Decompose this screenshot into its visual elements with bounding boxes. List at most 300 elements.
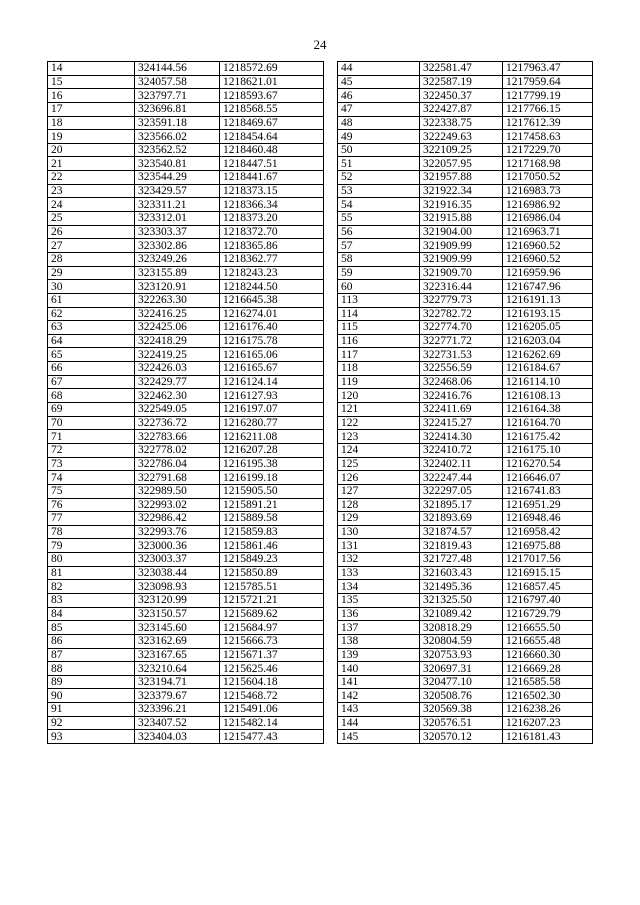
left-point-number-cell: 78 <box>48 525 135 539</box>
right-x-coordinate-cell: 322316.44 <box>420 280 503 294</box>
left-x-coordinate-cell: 323003.37 <box>135 553 220 567</box>
column-gap <box>324 143 338 157</box>
right-x-coordinate-cell: 321727.48 <box>420 553 503 567</box>
right-x-coordinate-cell: 322587.19 <box>420 75 503 89</box>
right-y-coordinate-cell: 1216262.69 <box>503 348 593 362</box>
coordinates-table-body <box>48 62 593 744</box>
left-x-coordinate-cell: 323311.21 <box>135 198 220 212</box>
right-y-coordinate-cell: 1216238.26 <box>503 703 593 717</box>
right-point-number-cell: 116 <box>338 334 420 348</box>
right-y-coordinate-cell: 1216207.23 <box>503 716 593 730</box>
left-point-number-cell: 77 <box>48 512 135 526</box>
left-point-number-cell: 83 <box>48 593 135 607</box>
column-gap <box>324 512 338 526</box>
left-x-coordinate-cell: 322986.42 <box>135 512 220 526</box>
right-x-coordinate-cell: 321603.43 <box>420 566 503 580</box>
right-point-number-cell: 145 <box>338 730 420 744</box>
left-x-coordinate-cell: 322989.50 <box>135 484 220 498</box>
column-gap <box>324 607 338 621</box>
left-point-number-cell: 22 <box>48 171 135 185</box>
right-x-coordinate-cell: 322427.87 <box>420 102 503 116</box>
left-y-coordinate-cell: 1218454.64 <box>220 130 324 144</box>
right-y-coordinate-cell: 1216729.79 <box>503 607 593 621</box>
left-y-coordinate-cell: 1215671.37 <box>220 648 324 662</box>
column-gap <box>324 157 338 171</box>
left-y-coordinate-cell: 1218373.15 <box>220 184 324 198</box>
left-point-number-cell: 16 <box>48 89 135 103</box>
column-gap <box>324 566 338 580</box>
left-point-number-cell: 63 <box>48 321 135 335</box>
column-gap <box>324 348 338 362</box>
column-gap <box>324 484 338 498</box>
column-gap <box>324 689 338 703</box>
right-y-coordinate-cell: 1216959.96 <box>503 266 593 280</box>
right-point-number-cell: 139 <box>338 648 420 662</box>
right-y-coordinate-cell: 1216960.52 <box>503 252 593 266</box>
right-point-number-cell: 132 <box>338 553 420 567</box>
right-y-coordinate-cell: 1217612.39 <box>503 116 593 130</box>
left-y-coordinate-cell: 1215491.06 <box>220 703 324 717</box>
right-point-number-cell: 47 <box>338 102 420 116</box>
table-row <box>48 553 593 567</box>
left-point-number-cell: 84 <box>48 607 135 621</box>
column-gap <box>324 553 338 567</box>
column-gap <box>324 75 338 89</box>
table-row <box>48 498 593 512</box>
left-x-coordinate-cell: 323407.52 <box>135 716 220 730</box>
column-gap <box>324 116 338 130</box>
left-x-coordinate-cell: 323404.03 <box>135 730 220 744</box>
right-x-coordinate-cell: 321904.00 <box>420 225 503 239</box>
left-x-coordinate-cell: 322416.25 <box>135 307 220 321</box>
right-point-number-cell: 144 <box>338 716 420 730</box>
right-y-coordinate-cell: 1217963.47 <box>503 62 593 76</box>
table-row <box>48 607 593 621</box>
left-point-number-cell: 89 <box>48 675 135 689</box>
right-x-coordinate-cell: 322411.69 <box>420 403 503 417</box>
right-x-coordinate-cell: 322247.44 <box>420 471 503 485</box>
table-row <box>48 89 593 103</box>
left-point-number-cell: 25 <box>48 212 135 226</box>
left-point-number-cell: 67 <box>48 375 135 389</box>
left-point-number-cell: 61 <box>48 293 135 307</box>
left-y-coordinate-cell: 1218572.69 <box>220 62 324 76</box>
right-point-number-cell: 143 <box>338 703 420 717</box>
right-x-coordinate-cell: 321909.99 <box>420 252 503 266</box>
right-y-coordinate-cell: 1216960.52 <box>503 239 593 253</box>
left-y-coordinate-cell: 1218447.51 <box>220 157 324 171</box>
left-y-coordinate-cell: 1218469.67 <box>220 116 324 130</box>
right-y-coordinate-cell: 1216958.42 <box>503 525 593 539</box>
left-point-number-cell: 21 <box>48 157 135 171</box>
left-point-number-cell: 90 <box>48 689 135 703</box>
right-x-coordinate-cell: 321957.88 <box>420 171 503 185</box>
left-y-coordinate-cell: 1215604.18 <box>220 675 324 689</box>
table-row <box>48 62 593 76</box>
column-gap <box>324 198 338 212</box>
right-point-number-cell: 118 <box>338 362 420 376</box>
right-point-number-cell: 121 <box>338 403 420 417</box>
right-x-coordinate-cell: 322109.25 <box>420 143 503 157</box>
right-point-number-cell: 137 <box>338 621 420 635</box>
column-gap <box>324 648 338 662</box>
left-point-number-cell: 26 <box>48 225 135 239</box>
left-y-coordinate-cell: 1216165.06 <box>220 348 324 362</box>
column-gap <box>324 430 338 444</box>
right-y-coordinate-cell: 1216203.04 <box>503 334 593 348</box>
left-x-coordinate-cell: 323696.81 <box>135 102 220 116</box>
right-point-number-cell: 56 <box>338 225 420 239</box>
left-point-number-cell: 81 <box>48 566 135 580</box>
right-y-coordinate-cell: 1216655.50 <box>503 621 593 635</box>
right-y-coordinate-cell: 1216741.83 <box>503 484 593 498</box>
column-gap <box>324 471 338 485</box>
left-y-coordinate-cell: 1216165.67 <box>220 362 324 376</box>
table-row <box>48 430 593 444</box>
left-x-coordinate-cell: 322993.76 <box>135 525 220 539</box>
right-point-number-cell: 48 <box>338 116 420 130</box>
left-x-coordinate-cell: 322462.30 <box>135 389 220 403</box>
right-x-coordinate-cell: 322057.95 <box>420 157 503 171</box>
right-x-coordinate-cell: 320818.29 <box>420 621 503 635</box>
left-point-number-cell: 14 <box>48 62 135 76</box>
left-x-coordinate-cell: 323000.36 <box>135 539 220 553</box>
left-point-number-cell: 17 <box>48 102 135 116</box>
right-point-number-cell: 46 <box>338 89 420 103</box>
column-gap <box>324 252 338 266</box>
left-y-coordinate-cell: 1215666.73 <box>220 634 324 648</box>
right-point-number-cell: 142 <box>338 689 420 703</box>
left-y-coordinate-cell: 1215859.83 <box>220 525 324 539</box>
right-y-coordinate-cell: 1216986.92 <box>503 198 593 212</box>
right-x-coordinate-cell: 322450.37 <box>420 89 503 103</box>
table-row <box>48 730 593 744</box>
left-point-number-cell: 68 <box>48 389 135 403</box>
table-row <box>48 348 593 362</box>
left-y-coordinate-cell: 1218366.34 <box>220 198 324 212</box>
table-row <box>48 75 593 89</box>
left-point-number-cell: 82 <box>48 580 135 594</box>
left-point-number-cell: 73 <box>48 457 135 471</box>
right-y-coordinate-cell: 1216975.88 <box>503 539 593 553</box>
right-point-number-cell: 115 <box>338 321 420 335</box>
column-gap <box>324 443 338 457</box>
column-gap <box>324 593 338 607</box>
table-row <box>48 443 593 457</box>
left-x-coordinate-cell: 322418.29 <box>135 334 220 348</box>
right-x-coordinate-cell: 322297.05 <box>420 484 503 498</box>
table-row <box>48 184 593 198</box>
table-row <box>48 280 593 294</box>
right-point-number-cell: 120 <box>338 389 420 403</box>
right-y-coordinate-cell: 1216986.04 <box>503 212 593 226</box>
right-point-number-cell: 127 <box>338 484 420 498</box>
left-y-coordinate-cell: 1218365.86 <box>220 239 324 253</box>
table-row <box>48 716 593 730</box>
right-y-coordinate-cell: 1217168.98 <box>503 157 593 171</box>
right-x-coordinate-cell: 322556.59 <box>420 362 503 376</box>
column-gap <box>324 266 338 280</box>
right-point-number-cell: 133 <box>338 566 420 580</box>
left-x-coordinate-cell: 322419.25 <box>135 348 220 362</box>
left-point-number-cell: 28 <box>48 252 135 266</box>
table-row <box>48 225 593 239</box>
left-y-coordinate-cell: 1218362.77 <box>220 252 324 266</box>
right-x-coordinate-cell: 321895.17 <box>420 498 503 512</box>
left-x-coordinate-cell: 323167.65 <box>135 648 220 662</box>
left-point-number-cell: 75 <box>48 484 135 498</box>
right-x-coordinate-cell: 322415.27 <box>420 416 503 430</box>
left-y-coordinate-cell: 1218372.70 <box>220 225 324 239</box>
left-x-coordinate-cell: 322791.68 <box>135 471 220 485</box>
table-row <box>48 116 593 130</box>
right-point-number-cell: 123 <box>338 430 420 444</box>
left-y-coordinate-cell: 1218568.55 <box>220 102 324 116</box>
right-point-number-cell: 53 <box>338 184 420 198</box>
right-y-coordinate-cell: 1216270.54 <box>503 457 593 471</box>
left-x-coordinate-cell: 323379.67 <box>135 689 220 703</box>
right-x-coordinate-cell: 320697.31 <box>420 662 503 676</box>
table-row <box>48 525 593 539</box>
table-row <box>48 689 593 703</box>
column-gap <box>324 307 338 321</box>
right-x-coordinate-cell: 321874.57 <box>420 525 503 539</box>
column-gap <box>324 525 338 539</box>
left-point-number-cell: 18 <box>48 116 135 130</box>
table-row <box>48 457 593 471</box>
left-y-coordinate-cell: 1216175.78 <box>220 334 324 348</box>
right-point-number-cell: 141 <box>338 675 420 689</box>
left-x-coordinate-cell: 322425.06 <box>135 321 220 335</box>
left-point-number-cell: 88 <box>48 662 135 676</box>
left-y-coordinate-cell: 1215850.89 <box>220 566 324 580</box>
left-y-coordinate-cell: 1216207.28 <box>220 443 324 457</box>
left-x-coordinate-cell: 323303.37 <box>135 225 220 239</box>
left-point-number-cell: 20 <box>48 143 135 157</box>
right-y-coordinate-cell: 1216951.29 <box>503 498 593 512</box>
column-gap <box>324 539 338 553</box>
left-point-number-cell: 86 <box>48 634 135 648</box>
right-x-coordinate-cell: 322338.75 <box>420 116 503 130</box>
right-x-coordinate-cell: 321915.88 <box>420 212 503 226</box>
left-x-coordinate-cell: 323540.81 <box>135 157 220 171</box>
right-y-coordinate-cell: 1216175.10 <box>503 443 593 457</box>
left-y-coordinate-cell: 1215468.72 <box>220 689 324 703</box>
left-point-number-cell: 72 <box>48 443 135 457</box>
table-row <box>48 539 593 553</box>
left-x-coordinate-cell: 323797.71 <box>135 89 220 103</box>
left-y-coordinate-cell: 1218244.50 <box>220 280 324 294</box>
left-y-coordinate-cell: 1216176.40 <box>220 321 324 335</box>
left-y-coordinate-cell: 1216280.77 <box>220 416 324 430</box>
left-y-coordinate-cell: 1215861.46 <box>220 539 324 553</box>
left-x-coordinate-cell: 324057.58 <box>135 75 220 89</box>
left-y-coordinate-cell: 1218593.67 <box>220 89 324 103</box>
table-row <box>48 703 593 717</box>
table-row <box>48 580 593 594</box>
right-y-coordinate-cell: 1216205.05 <box>503 321 593 335</box>
left-point-number-cell: 71 <box>48 430 135 444</box>
column-gap <box>324 225 338 239</box>
right-point-number-cell: 136 <box>338 607 420 621</box>
left-x-coordinate-cell: 322263.30 <box>135 293 220 307</box>
left-point-number-cell: 15 <box>48 75 135 89</box>
right-y-coordinate-cell: 1216747.96 <box>503 280 593 294</box>
coordinates-table <box>47 61 593 744</box>
right-y-coordinate-cell: 1216646.07 <box>503 471 593 485</box>
right-y-coordinate-cell: 1216502.30 <box>503 689 593 703</box>
column-gap <box>324 293 338 307</box>
left-y-coordinate-cell: 1218621.01 <box>220 75 324 89</box>
column-gap <box>324 457 338 471</box>
left-point-number-cell: 24 <box>48 198 135 212</box>
right-point-number-cell: 50 <box>338 143 420 157</box>
right-y-coordinate-cell: 1216857.45 <box>503 580 593 594</box>
right-x-coordinate-cell: 321089.42 <box>420 607 503 621</box>
right-y-coordinate-cell: 1216181.43 <box>503 730 593 744</box>
right-point-number-cell: 51 <box>338 157 420 171</box>
right-point-number-cell: 52 <box>338 171 420 185</box>
right-point-number-cell: 129 <box>338 512 420 526</box>
right-point-number-cell: 134 <box>338 580 420 594</box>
right-point-number-cell: 119 <box>338 375 420 389</box>
left-point-number-cell: 66 <box>48 362 135 376</box>
left-y-coordinate-cell: 1216127.93 <box>220 389 324 403</box>
right-point-number-cell: 54 <box>338 198 420 212</box>
column-gap <box>324 362 338 376</box>
column-gap <box>324 662 338 676</box>
left-x-coordinate-cell: 322549.05 <box>135 403 220 417</box>
table-row <box>48 375 593 389</box>
left-x-coordinate-cell: 323591.18 <box>135 116 220 130</box>
left-x-coordinate-cell: 322783.66 <box>135 430 220 444</box>
table-row <box>48 621 593 635</box>
right-y-coordinate-cell: 1216655.48 <box>503 634 593 648</box>
right-y-coordinate-cell: 1216164.70 <box>503 416 593 430</box>
right-y-coordinate-cell: 1217766.15 <box>503 102 593 116</box>
right-point-number-cell: 58 <box>338 252 420 266</box>
column-gap <box>324 498 338 512</box>
column-gap <box>324 675 338 689</box>
right-point-number-cell: 49 <box>338 130 420 144</box>
table-row <box>48 171 593 185</box>
left-y-coordinate-cell: 1215482.14 <box>220 716 324 730</box>
left-y-coordinate-cell: 1215889.58 <box>220 512 324 526</box>
right-point-number-cell: 138 <box>338 634 420 648</box>
column-gap <box>324 634 338 648</box>
left-y-coordinate-cell: 1218460.48 <box>220 143 324 157</box>
right-x-coordinate-cell: 322468.06 <box>420 375 503 389</box>
right-y-coordinate-cell: 1217458.63 <box>503 130 593 144</box>
table-row <box>48 293 593 307</box>
table-row <box>48 389 593 403</box>
right-point-number-cell: 117 <box>338 348 420 362</box>
right-x-coordinate-cell: 320753.93 <box>420 648 503 662</box>
right-x-coordinate-cell: 322771.72 <box>420 334 503 348</box>
right-point-number-cell: 130 <box>338 525 420 539</box>
left-point-number-cell: 74 <box>48 471 135 485</box>
right-x-coordinate-cell: 321922.34 <box>420 184 503 198</box>
right-x-coordinate-cell: 322414.30 <box>420 430 503 444</box>
column-gap <box>324 89 338 103</box>
left-y-coordinate-cell: 1216199.18 <box>220 471 324 485</box>
right-point-number-cell: 57 <box>338 239 420 253</box>
column-gap <box>324 416 338 430</box>
table-row <box>48 662 593 676</box>
table-row <box>48 266 593 280</box>
table-row <box>48 239 593 253</box>
table-row <box>48 321 593 335</box>
right-y-coordinate-cell: 1217799.19 <box>503 89 593 103</box>
right-point-number-cell: 59 <box>338 266 420 280</box>
right-y-coordinate-cell: 1216948.46 <box>503 512 593 526</box>
right-point-number-cell: 126 <box>338 471 420 485</box>
right-x-coordinate-cell: 321819.43 <box>420 539 503 553</box>
right-point-number-cell: 113 <box>338 293 420 307</box>
table-row <box>48 252 593 266</box>
left-x-coordinate-cell: 323249.26 <box>135 252 220 266</box>
right-y-coordinate-cell: 1217050.52 <box>503 171 593 185</box>
column-gap <box>324 130 338 144</box>
left-x-coordinate-cell: 323098.93 <box>135 580 220 594</box>
left-y-coordinate-cell: 1215684.97 <box>220 621 324 635</box>
column-gap <box>324 212 338 226</box>
left-point-number-cell: 70 <box>48 416 135 430</box>
right-y-coordinate-cell: 1216191.13 <box>503 293 593 307</box>
left-point-number-cell: 91 <box>48 703 135 717</box>
table-row <box>48 307 593 321</box>
table-row <box>48 334 593 348</box>
left-x-coordinate-cell: 323120.91 <box>135 280 220 294</box>
right-y-coordinate-cell: 1216660.30 <box>503 648 593 662</box>
left-x-coordinate-cell: 323038.44 <box>135 566 220 580</box>
right-x-coordinate-cell: 322731.53 <box>420 348 503 362</box>
right-y-coordinate-cell: 1216193.15 <box>503 307 593 321</box>
right-y-coordinate-cell: 1216175.42 <box>503 430 593 444</box>
right-point-number-cell: 60 <box>338 280 420 294</box>
column-gap <box>324 703 338 717</box>
right-x-coordinate-cell: 321909.70 <box>420 266 503 280</box>
right-y-coordinate-cell: 1216963.71 <box>503 225 593 239</box>
left-x-coordinate-cell: 323155.89 <box>135 266 220 280</box>
column-gap <box>324 375 338 389</box>
left-x-coordinate-cell: 322426.03 <box>135 362 220 376</box>
right-y-coordinate-cell: 1216184.67 <box>503 362 593 376</box>
left-x-coordinate-cell: 323562.52 <box>135 143 220 157</box>
right-point-number-cell: 140 <box>338 662 420 676</box>
right-point-number-cell: 122 <box>338 416 420 430</box>
table-row <box>48 593 593 607</box>
right-x-coordinate-cell: 321495.36 <box>420 580 503 594</box>
right-x-coordinate-cell: 322779.73 <box>420 293 503 307</box>
left-point-number-cell: 64 <box>48 334 135 348</box>
left-x-coordinate-cell: 323194.71 <box>135 675 220 689</box>
left-point-number-cell: 76 <box>48 498 135 512</box>
left-point-number-cell: 65 <box>48 348 135 362</box>
left-x-coordinate-cell: 323544.29 <box>135 171 220 185</box>
table-row <box>48 416 593 430</box>
left-point-number-cell: 79 <box>48 539 135 553</box>
left-y-coordinate-cell: 1216274.01 <box>220 307 324 321</box>
right-y-coordinate-cell: 1216164.38 <box>503 403 593 417</box>
left-x-coordinate-cell: 323162.69 <box>135 634 220 648</box>
right-point-number-cell: 124 <box>338 443 420 457</box>
column-gap <box>324 280 338 294</box>
table-row <box>48 143 593 157</box>
right-x-coordinate-cell: 322774.70 <box>420 321 503 335</box>
left-point-number-cell: 85 <box>48 621 135 635</box>
column-gap <box>324 621 338 635</box>
